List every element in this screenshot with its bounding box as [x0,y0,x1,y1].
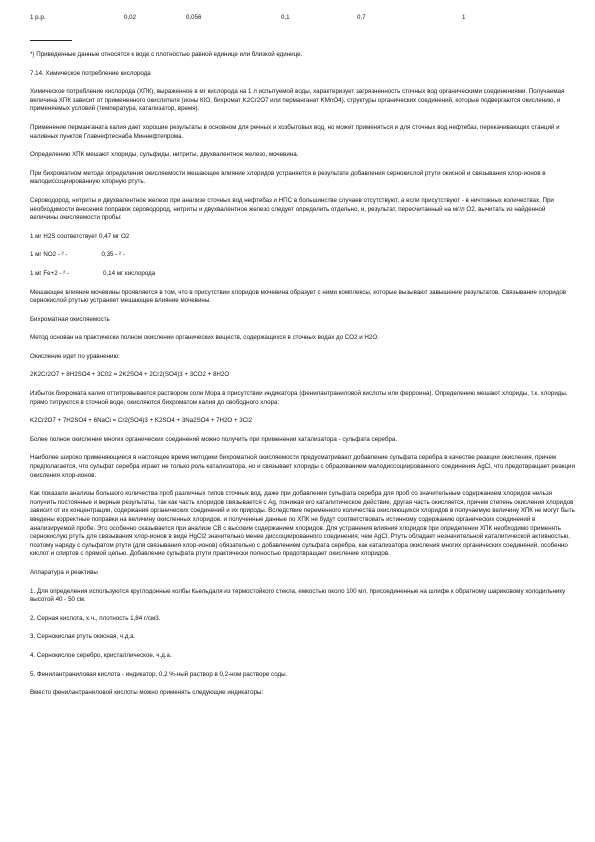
equivalent-h2s: 1 мг H2S соответствует 0,47 мг O2 [30,232,130,240]
paragraph: Более полное окисление многих органических соединений можно получить при применении катализатора - сульфата серебра. [30,435,398,443]
section-title: 7.14. Химическое потребление кислорода [30,69,151,77]
equivalent-no2 [30,251,575,260]
paragraph: Применение перманганата калия дает хорошие результаты в основном для речных и хозбытовых вод, но может применяться и для сточных вод нефтебаз, перекачивающих станций и наливных пунктов Главнефтеснаба Миннефтепрома. [30,123,560,140]
paragraph: Определению ХПК мешают хлориды, сульфиды, нитриты, двухвалентное железо, мочевина. [30,151,299,159]
table-cell: 0,1 [281,14,290,21]
equivalent-label: 1 мг NO2 - ² - [30,251,68,259]
paragraph: Мешающее влияние мочевины проявляется в том, что в присутствии хлоридов мочевина образует с ними комплексы, которые вызывают завышение результатов. Связывание хлоридов сернокислой ртутью устраняет мешающее влияние мочевины. [30,288,567,305]
equivalent-value: 0,14 мг кислорода [103,269,156,277]
list-item: 1. Для определения используются круглодонные колбы Кьельдаля из термостойкого стекла, емкостью около 100 мл, присоединенные на шлифе к обратному шариковому холодильнику высотой 40 - 50 см. [30,587,566,604]
paragraph: Как показали анализы большого количества проб различных типов сточных вод, даже при добавлении сульфата серебра для проб со значительным содержанием хлоридов нельзя получить постоянные и верные результаты, так как часть хлоридов связывается с Ag, понижая его каталитическое действие, другая часть окисляется, причем степень окисления хлоридов зависит от их концентрации, содержания органических соединений и их природы. Вследствие переменного количества окисляющихся хлоридов в получаемую величину ХПК не могут быть введены корректные поправки на величину окисленных хлоридов, и полученные данные по ХПК не будут соответствовать истинному содержанию органических соединений в анализируемой пробе. Это особенно сказывается при анализе СВ с высоким содержанием хлоридов. Для устранения влияния хлоридов при определении ХПК необходимо применять сернокислую ртуть для связывания хлор-ионов в виде HgCl2 значительно менее диссоциированного соединения, чем AgCl. Ртуть обладает незначительной каталитической активностью, поэтому наряду с сульфатом ртути (для связывания хлор-ионов) обязательно с добавлением сульфата серебра, как катализатора окисления многих органических соединений, особенно кислот и спиртов с прямой цепью. Добавление сульфата ртути практически полностью предотвращает окисление хлоридов. [30,490,575,558]
table-row [30,14,575,24]
table-cell: 0,02 [124,14,137,21]
paragraph: Избыток бихромата калия оттитровывается раствором соли Мора в присутствии индикатора (фенилантраниловой кислоты или ферроина). Определению мешают хлориды, т.к. хлориды, прямо титруются в сточной воде, окисляются бихроматом калия до свободного хлора: [30,390,568,406]
table-cell: 1 [462,14,466,21]
equivalent-fe [30,270,575,279]
paragraph: При бихроматном методе определения окисляемости мешающее влияние хлоридов устраняется в результате добавления сернокислой ртути окисной и связывания хлор-ионов в малодиссоциированную хлорную ртуть. [30,169,546,186]
table-cell: 0,056 [186,14,202,21]
equivalent-label: 1 мг Fe+2 - ² - [30,269,70,277]
paragraph: Наиболее широко применяющиеся в настоящее время методики бихроматной окисляемости предусматривают добавление сульфата серебра в качестве реакции окисления, причем предполагается, что сульфат серебра играет не только роль катализатора, но и связывает хлориды с образованием малодиссоциированного соединения AgCl, что предотвращает реакции окисления хлор-ионов. [30,454,575,479]
paragraph: Химическое потребление кислорода (ХПК), выраженное в мг кислорода на 1 л испытуемой воды, характеризует загрязненность сточных вод органическими соединениями. Получаемая величина ХПК зависит от примененного окислителя (ионы КIO, бихромат K2Cr2O7 или перманганат KMnO4), структуры органических соединений, которые подвергаются окислению, и применяемых условий (температура, катализатор, время). [30,88,565,113]
paragraph: Окисление идет по уравнению: [30,352,120,360]
table-cell: 0,7 [357,14,366,21]
equation: 2K2Cr2O7 + 8H2SO4 + 3C02 = 2K2SO4 + 2Cr2(SO4)3 + 3CO2 + 8H2O [30,371,230,379]
list-item: 2. Серная кислота, х.ч., плотность 1,84 г/см3. [30,614,161,622]
equivalent-value: 0,35 - ² - [101,251,125,259]
footnote-divider [30,40,72,41]
paragraph: Вместо фенилантраниловой кислоты можно применять следующие индикаторы: [30,689,264,697]
footnote: *) Приведенные данные относятся к воде с плотностью равной единице или близкой единице. [30,51,303,58]
row-label: 1 р.р. [30,14,46,21]
subheading: Аппаратура и реактивы [30,568,98,576]
equation: K2Cr2O7 + 7H2SO4 + 6NaCl = Cr2(SO4)3 + K2SO4 + 3Na2SO4 + 7H2O + 3Cl2 [30,417,253,425]
list-item: 3. Сернокислая ртуть окисная, ч.д.а. [30,633,136,641]
subheading: Бихроматная окисляемость [30,315,110,323]
paragraph: Метод основан на практически полном окислении органических веществ, содержащихся в сточных водах до CO2 и H2O. [30,334,379,342]
document-page [30,14,575,708]
list-item: 4. Сернокислое серебро, кристаллическое, ч.д.а. [30,651,172,659]
paragraph: Сероводород, нитриты и двухвалентное железо при анализе сточных вод нефтебаз и НПС в большинстве случаев отсутствуют, а если присутствуют - в ничтожных количествах. При необходимости внесения поправок сероводород, нитриты и двухвалентное железо следует определить отдельно, и, результат, пересчитанный на мг/л O2, вычитать из найденной величины окисляемости пробы: [30,196,554,222]
list-item: 5. Фенилантраниловая кислота - индикатор, 0,2 %-ный раствор в 0,2-ном растворе соды. [30,670,288,678]
